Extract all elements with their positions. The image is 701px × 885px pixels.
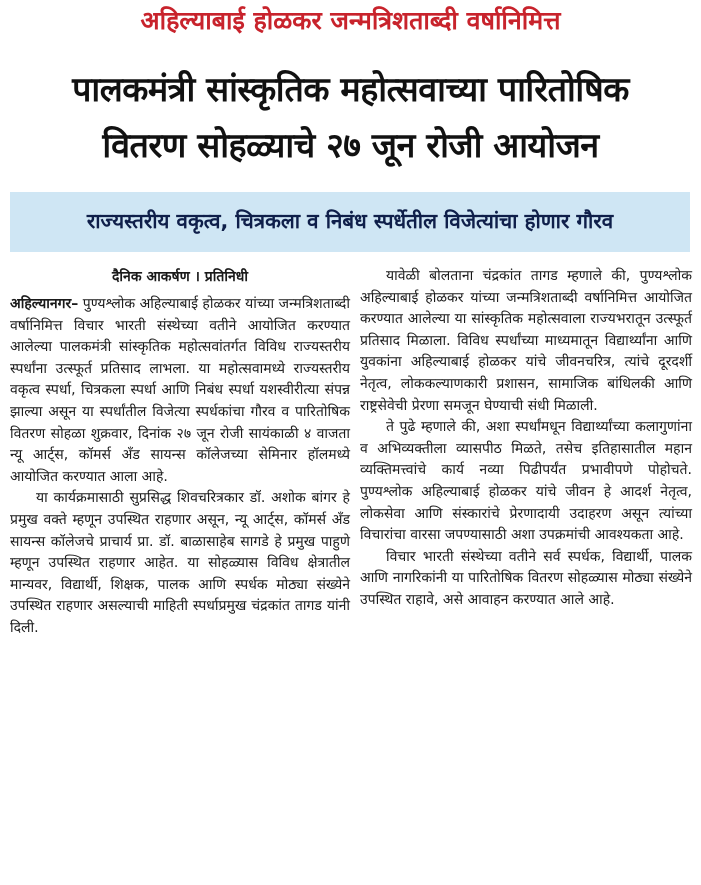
dateline: अहिल्यानगर– — [10, 296, 79, 312]
article-paragraph: विचार भारती संस्थेच्या वतीने सर्व स्पर्धक, विद्यार्थी, पालक आणि नागरिकांनी या पारितोषिक वितरण सोहळ्यास मोठ्या संख्येने उपस्थित राहावे, असे आवाहन करण्यात आले आहे. — [360, 548, 692, 608]
article-paragraph: यावेळी बोलताना चंद्रकांत तागड म्हणाले की, पुण्यश्लोक अहिल्याबाई होळकर यांच्या जन्मत्रिशताब्दी वर्षानिमित्त आयोजित करण्यात आलेल्या या सांस्कृतिक महोत्सवाला राज्यभरातून उत्स्फूर्त प्रतिसाद मिळाला. विविध स्पर्धांच्या माध्यमातून विद्यार्थ्यांना आणि युवकांना अहिल्याबाई होळकर यांचे जीवनचरित्र, त्यांचे दूरदर्शी नेतृत्व, लोककल्याणकारी प्रशासन, सामाजिक बांधिलकी आणि राष्ट्रसेवेची प्रेरणा समजून घेण्याची संधी मिळाली. — [360, 268, 692, 414]
byline: दैनिक आकर्षण । प्रतिनिधी — [112, 269, 248, 285]
headline-line-2: वितरण सोहळ्याचे २७ जून रोजी आयोजन — [102, 126, 599, 166]
article-paragraph: ते पुढे म्हणाले की, अशा स्पर्धांमधून विद्यार्थ्यांच्या कलागुणांना व अभिव्यक्तीला व्यासपीठ मिळते, तसेच इतिहासातील महान व्यक्तिमत्त्वांचे कार्य नव्या पिढीपर्यंत प्रभावीपणे पोहोचते. पुण्यश्लोक अहिल्याबाई होळकर यांचे जीवन हे आदर्श नेतृत्व, लोकसेवा आणि संस्कारांचे प्रेरणादायी उदाहरण असून त्यांच्या विचारांचा वारसा जपण्यासाठी अशा उपक्रमांची आवश्यकता आहे. — [360, 419, 692, 544]
headline — [0, 62, 701, 174]
paragraph-text: पुण्यश्लोक अहिल्याबाई होळकर यांच्या जन्मत्रिशताब्दी वर्षानिमित्त विचार भारती संस्थेच्या वतीने आयोजित करण्यात आलेल्या पालकमंत्री सांस्कृतिक महोत्सवांतर्गत विविध राज्यस्तरीय स्पर्धांना उत्स्फूर्त प्रतिसाद लाभला. या महोत्सवामध्ये राज्यस्तरीय वकृत्व स्पर्धा, चित्रकला स्पर्धा आणि निबंध स्पर्धा यशस्वीरीत्या संपन्न झाल्या असून या स्पर्धांतील विजेत्या स्पर्धकांचा गौरव व पारितोषिक वितरण सोहळा शुक्रवार, दिनांक २७ जून रोजी सायंकाळी ४ वाजता न्यू आर्ट्स, कॉमर्स अँड सायन्स कॉलेजच्या सेमिनार हॉलमध्ये आयोजित करण्यात आला आहे. — [10, 296, 350, 485]
article-paragraph: या कार्यक्रमासाठी सुप्रसिद्ध शिवचरित्रकार डॉ. अशोक बांगर हे प्रमुख वक्ते म्हणून उपस्थित राहणार असून, न्यू आर्ट्स, कॉमर्स अँड सायन्स कॉलेजचे प्राचार्य प्रा. डॉ. बाळासाहेब सागडे हे प्रमुख पाहुणे म्हणून उपस्थित राहणार आहेत. या सोहळ्यास विविध क्षेत्रातील मान्यवर, विद्यार्थी, शिक्षक, पालक आणि स्पर्धक मोठ्या संख्येने उपस्थित राहणार असल्याची माहिती स्पर्धाप्रमुख चंद्रकांत तागड यांनी दिली. — [10, 490, 350, 636]
kicker-line: अहिल्याबाई होळकर जन्मत्रिशताब्दी वर्षानिमित्त — [140, 6, 561, 35]
article-column-right — [360, 266, 692, 612]
headline-line-1: पालकमंत्री सांस्कृतिक महोत्सवाच्या पारितोषिक — [72, 70, 629, 110]
article-paragraph — [10, 294, 350, 488]
article-column-left — [10, 266, 350, 640]
subheadline-banner: राज्यस्तरीय वकृत्व, चित्रकला व निबंध स्पर्धेतील विजेत्यांचा होणार गौरव — [10, 192, 690, 252]
